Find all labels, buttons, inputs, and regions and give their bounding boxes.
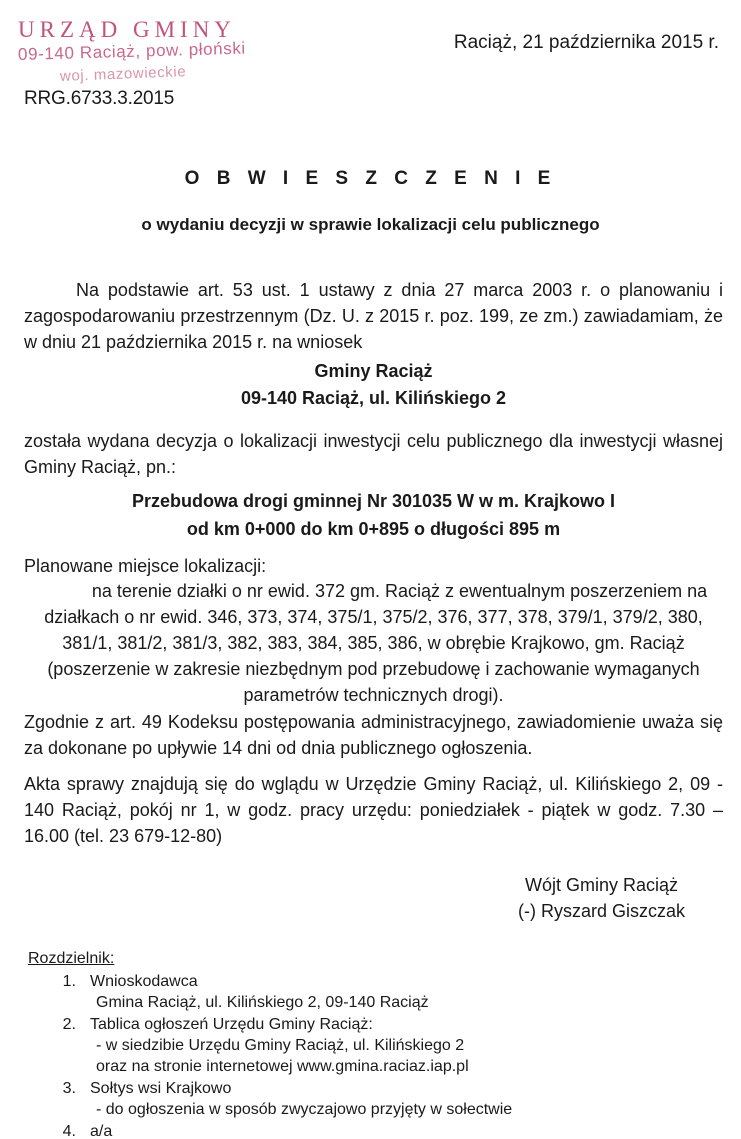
location-label: Planowane miejsce lokalizacji: [24,556,267,576]
page-title: O B W I E S Z C Z E N I E [184,168,557,189]
distribution-block [28,948,512,1139]
signatory-position: Wójt Gminy Raciąż [524,875,678,895]
case-number: RRG.6733.3.2015 [24,88,175,109]
list-item-number: 2. [62,1016,76,1033]
list-item [28,971,512,1013]
list-item-sub2: oraz na stronie internetowej www.gmina.raciaz.iap.pl [96,1058,469,1075]
list-item-number: 3. [62,1080,76,1097]
signature-block [518,872,685,924]
investment-extent: od km 0+000 do km 0+895 o długości 895 m [186,519,561,539]
paragraph-case-files: Akta sprawy znajdują się do wglądu w Urzędzie Gminy Raciąż, ul. Kilińskiego 2, 09 - 140 Raciąż, pokój nr 1, w godz. pracy urzędu: poniedziałek - piątek w godz. 7.30 – 16.00 (tel. 23 679-12-80) [24,774,723,846]
list-item-sub1: - w siedzibie Urzędu Gminy Raciąż, ul. Kilińskiego 2 [96,1037,465,1054]
list-item-number: 4. [62,1123,76,1139]
investment-name: Przebudowa drogi gminnej Nr 301035 W w m. Krajkowo I [131,491,616,511]
distribution-title: Rozdzielnik: [28,950,115,967]
location-detail: na terenie działki o nr ewid. 372 gm. Raciąż z ewentualnym poszerzeniem na działkach o nr ewid. 346, 373, 374, 375/1, 375/2, 376, 377, 378, 379/1, 379/2, 380, 381/1, 381/2, 381/3, 382, 383, 384, 385, 386, w obrębie Krajkowo, gm. Raciąż (poszerzenie w zakresie niezbędnym pod przebudowę i zachowanie wymaganych parametrów technicznych drogi). [44,581,708,705]
paragraph-decision: została wydana decyzja o lokalizacji inwestycji celu publicznego dla inwestycji własnej Gminy Raciąż, pn.: [24,431,723,477]
list-item-main: Wnioskodawca [90,973,198,990]
list-item-main: Tablica ogłoszeń Urzędu Gminy Raciąż: [90,1016,373,1033]
distribution-list [28,971,512,1139]
list-item-main: Sołtys wsi Krajkowo [90,1080,232,1097]
list-item [28,1121,512,1139]
place-and-date: Raciąż, 21 października 2015 r. [453,32,719,53]
list-item [28,1078,512,1120]
paragraph-art49: Zgodnie z art. 49 Kodeksu postępowania administracyjnego, zawiadomienie uważa się za dokonane po upływie 14 dni od dnia publicznego ogłoszenia. [24,712,723,758]
list-item-number: 1. [62,973,76,990]
paragraph-intro: Na podstawie art. 53 ust. 1 ustawy z dnia 27 marca 2003 r. o planowaniu i zagospodarowaniu przestrzennym (Dz. U. z 2015 r. poz. 199, ze zm.) zawiadamiam, że w dniu 21 października 2015 r. na wniosek [24,280,723,352]
stamp-address: 09-140 Raciąż, pow. płoński [17,38,247,65]
list-item-sub1: - do ogłoszenia w sposób zwyczajowo przyjęty w sołectwie [96,1101,513,1118]
stamp-voivodeship: woj. mazowieckie [59,63,187,86]
list-item [28,1014,512,1077]
investment-block [24,487,723,543]
office-stamp [18,18,328,87]
list-item-main: a/a [90,1123,113,1139]
applicant-block [24,358,723,412]
list-item-sub1: Gmina Raciąż, ul. Kilińskiego 2, 09-140 Raciąż [96,994,429,1011]
stamp-office-name: URZĄD GMINY [18,17,236,42]
applicant-name: Gminy Raciąż [314,361,433,381]
page-subtitle: o wydaniu decyzji w sprawie lokalizacji celu publicznego [141,215,600,234]
applicant-address: 09-140 Raciąż, ul. Kilińskiego 2 [240,388,507,408]
signatory-name: (-) Ryszard Giszczak [517,901,685,921]
